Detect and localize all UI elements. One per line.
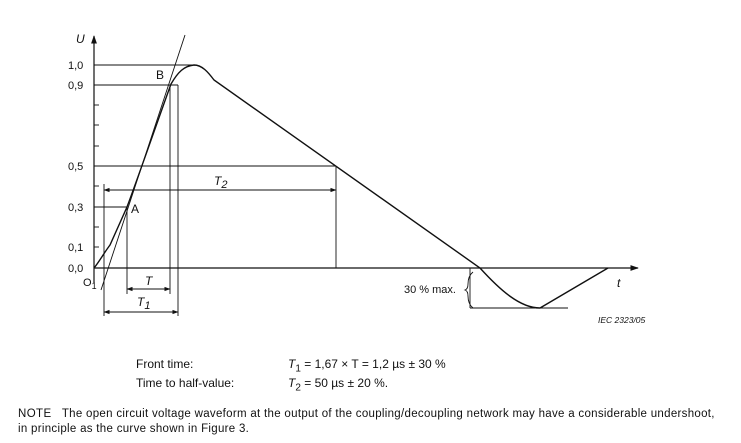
t1-label: T1: [137, 295, 151, 312]
undershoot-brace: [465, 272, 473, 308]
point-b-label: B: [156, 68, 165, 82]
definition-label: Time to half-value:: [136, 376, 235, 391]
y-tick-label-0-3: 0,3: [68, 202, 84, 214]
y-tick-label-0-5: 0,5: [68, 161, 84, 173]
y-axis-label: U: [76, 32, 85, 46]
definition-value: $T_1 = 1,67 \times T = 1,2$ µs ± 30 %: [288, 357, 446, 375]
definition-half-value: [136, 376, 446, 395]
definition-front-time: [136, 357, 446, 376]
t2-label: T2: [214, 174, 228, 191]
y-tick-label-0-0: 0,0: [68, 263, 84, 275]
time-definitions: [136, 357, 446, 396]
y-tick-label-0-1: 0,1: [68, 242, 84, 254]
figure-reference: IEC 2323/05: [598, 315, 646, 325]
figure-note: [18, 407, 718, 437]
note-text: The open circuit voltage waveform at the output of the coupling/decoupling network may have a considerable undershoot, in principle as the curve shown in Figure 3.: [18, 408, 715, 435]
note-tag: NOTE: [18, 408, 52, 420]
origin-label: $O_1$: [83, 277, 97, 291]
waveform-curve: [94, 65, 608, 308]
y-tick-label-1-0: 1,0: [68, 60, 84, 72]
y-tick-label-0-9: 0,9: [68, 80, 84, 92]
t-label: T: [145, 274, 153, 288]
definition-label: Front time:: [136, 357, 194, 371]
definition-value: $T_2 = 50$ µs ± 20 %.: [288, 376, 389, 394]
y-tick-marks: [94, 65, 99, 247]
point-a-label: A: [131, 202, 140, 216]
undershoot-label: 30 % max.: [404, 284, 456, 296]
x-axis-label: t: [617, 276, 621, 290]
